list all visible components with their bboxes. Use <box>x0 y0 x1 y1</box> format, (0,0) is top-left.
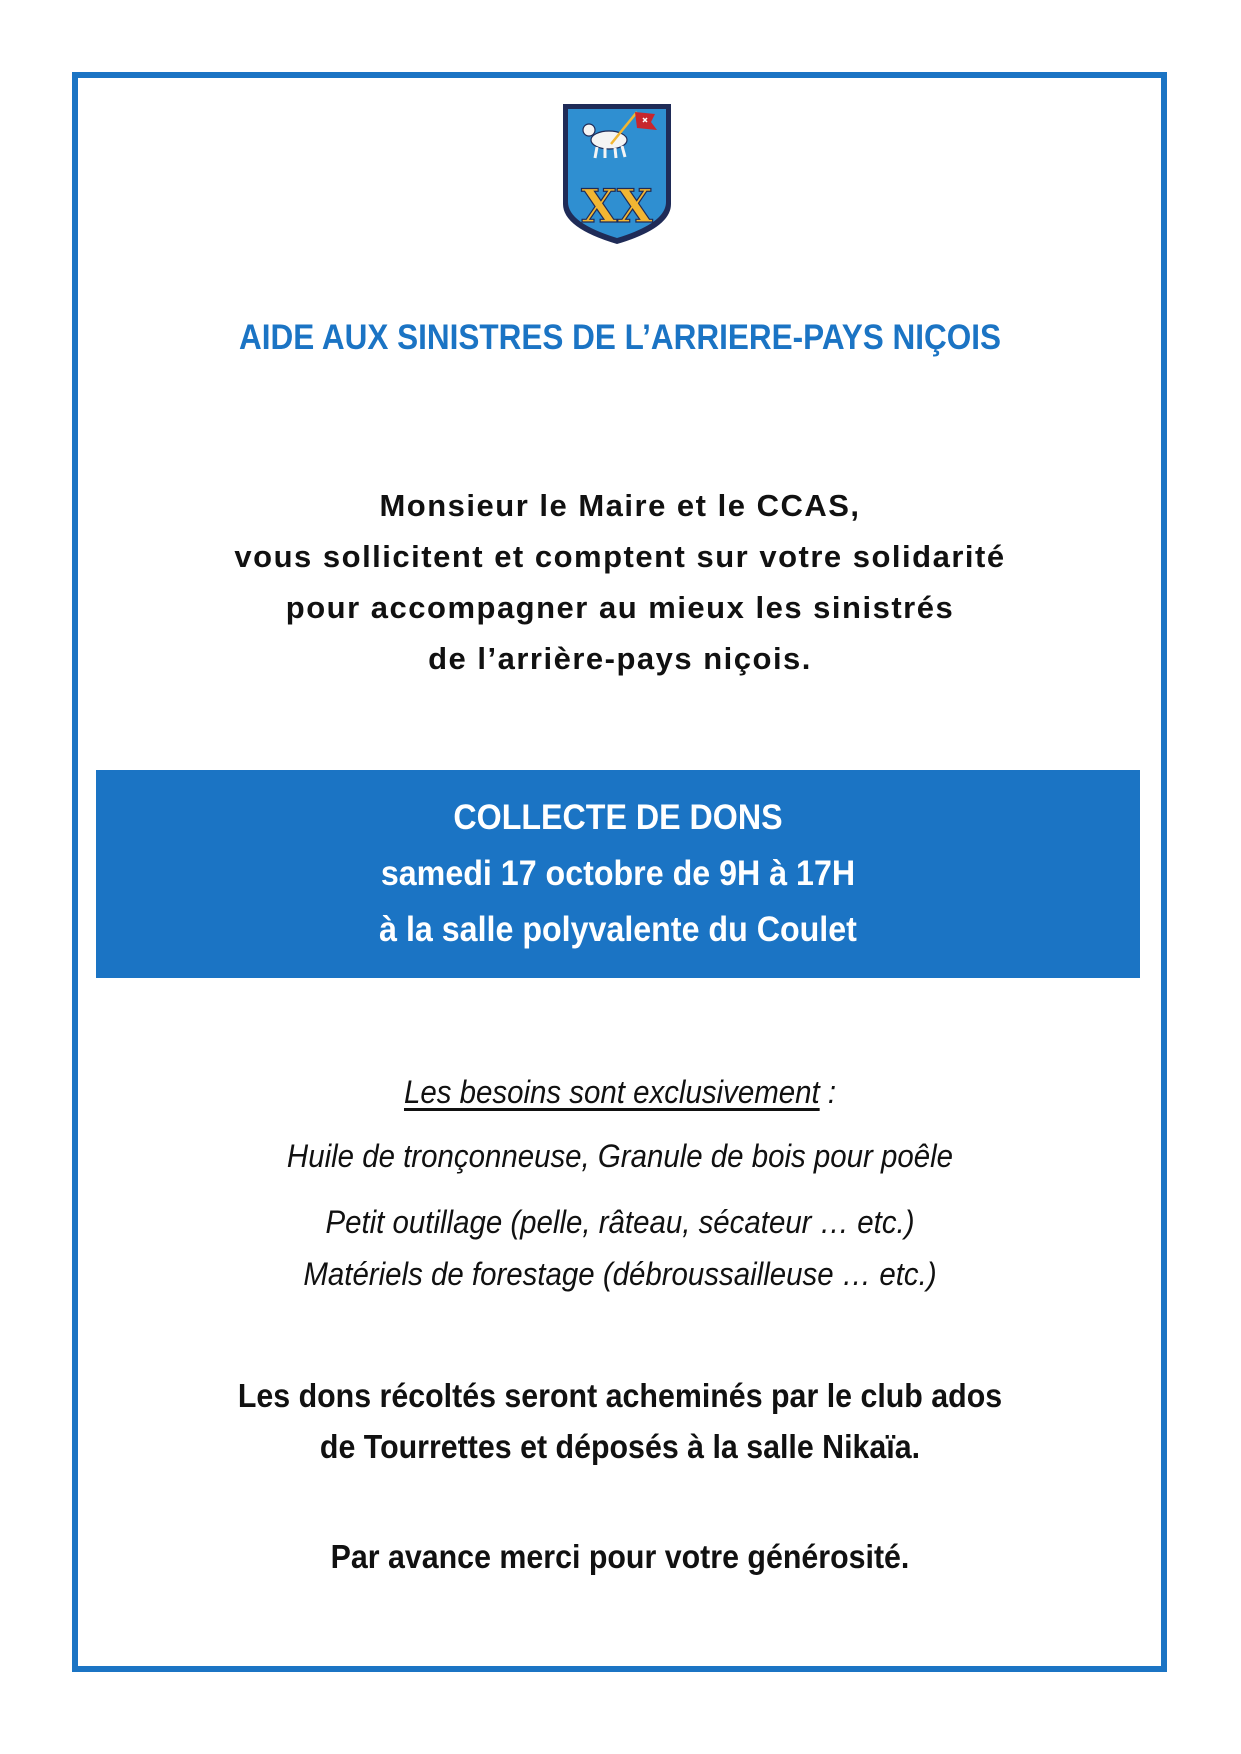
needs-list <box>160 1070 1080 1300</box>
needs-item: Matériels de forestage (débroussailleuse … etc.) <box>303 1256 937 1292</box>
collection-banner <box>96 770 1140 978</box>
intro-line: pour accompagner au mieux les sinistrés <box>285 590 955 625</box>
delivery-line: de Tourrettes et déposés à la salle Nikaïa. <box>319 1428 921 1465</box>
delivery-line: Les dons récoltés seront acheminés par le club ados <box>237 1377 1003 1414</box>
banner-date: samedi 17 octobre de 9H à 17H <box>380 854 856 893</box>
needs-item: Petit outillage (pelle, râteau, sécateur … etc.) <box>325 1204 915 1240</box>
intro-paragraph <box>120 480 1120 684</box>
banner-heading: COLLECTE DE DONS <box>453 798 783 837</box>
banner-location: à la salle polyvalente du Coulet <box>379 910 857 949</box>
needs-item: Huile de tronçonneuse, Granule de bois pour poêle <box>286 1138 954 1174</box>
delivery-note <box>160 1370 1080 1472</box>
page-title: AIDE AUX SINISTRES DE L’ARRIERE-PAYS NIÇOIS <box>239 318 1001 357</box>
intro-line: vous sollicitent et comptent sur votre solidarité <box>234 539 1006 574</box>
coat-of-arms-icon <box>559 100 675 248</box>
thanks-note: Par avance merci pour votre générosité. <box>330 1538 910 1575</box>
crest-letters: XX <box>581 179 653 233</box>
needs-heading: Les besoins sont exclusivement : <box>403 1074 836 1110</box>
intro-line: Monsieur le Maire et le CCAS, <box>379 488 861 523</box>
intro-line: de l’arrière-pays niçois. <box>428 641 812 676</box>
